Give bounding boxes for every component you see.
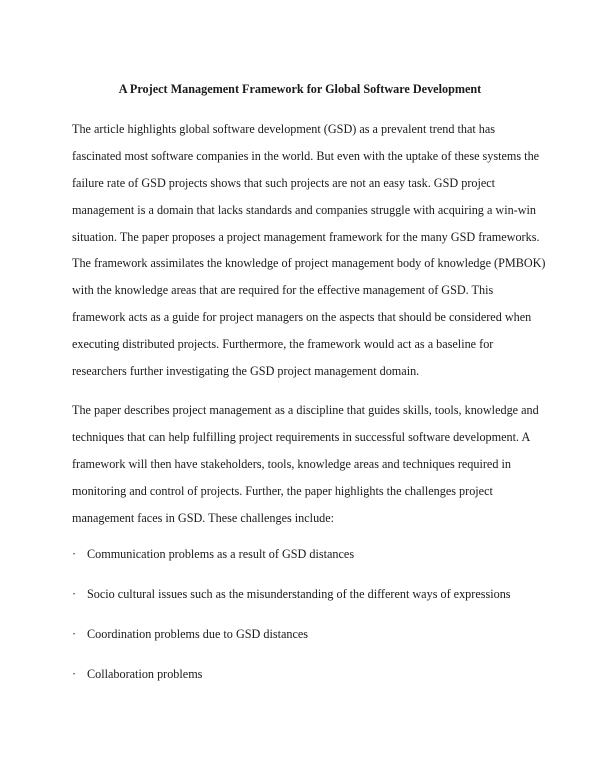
list-item-text: Coordination problems due to GSD distances	[87, 627, 309, 641]
challenges-list	[72, 546, 540, 706]
list-item	[72, 626, 540, 666]
paragraph-line: management faces in GSD. These challenges include:	[72, 510, 335, 525]
bullet-icon: ·	[72, 587, 77, 601]
paragraph-line: The framework assimilates the knowledge of project management body of knowledge (PMBOK)	[72, 256, 546, 271]
bullet-icon: ·	[72, 627, 77, 641]
paragraph-description	[72, 397, 540, 531]
paragraph-line: The article highlights global software development (GSD) as a prevalent trend that has	[72, 122, 496, 136]
paragraph-line: fascinated most software companies in the world. But even with the uptake of these systems the	[72, 148, 540, 163]
list-item	[72, 586, 540, 626]
paragraph-line: The paper describes project management as a discipline that guides skills, tools, knowledge and	[72, 403, 539, 417]
paragraph-line: with the knowledge areas that are required for the effective management of GSD. This	[72, 283, 494, 298]
list-item	[72, 666, 540, 706]
bullet-icon: ·	[72, 547, 77, 561]
list-item-text: Socio cultural issues such as the misunderstanding of the different ways of expressions	[87, 587, 511, 601]
paragraph-line: techniques that can help fulfilling project requirements in successful software development. A	[72, 429, 531, 444]
paragraph-line: framework will then have stakeholders, tools, knowledge areas and techniques required in	[72, 456, 511, 471]
list-item-text: Communication problems as a result of GSD distances	[87, 547, 355, 561]
paragraph-line: executing distributed projects. Furthermore, the framework would act as a baseline for	[72, 337, 494, 352]
paragraph-line: monitoring and control of projects. Further, the paper highlights the challenges project	[72, 483, 493, 498]
paragraph-line: researchers further investigating the GSD project management domain.	[72, 364, 420, 379]
paragraph-line: management is a domain that lacks standards and companies struggle with acquiring a win-win	[72, 202, 537, 217]
list-item-text: Collaboration problems	[87, 667, 203, 681]
bullet-icon: ·	[72, 667, 77, 681]
paragraph-line: failure rate of GSD projects shows that such projects are not an easy task. GSD project	[72, 175, 496, 190]
list-item	[72, 546, 540, 586]
paragraph-line: situation. The paper proposes a project management framework for the many GSD frameworks.	[72, 229, 540, 244]
paragraph-summary	[72, 116, 546, 385]
document-title: A Project Management Framework for Global Software Development	[118, 82, 482, 96]
paragraph-line: framework acts as a guide for project managers on the aspects that should be considered when	[72, 310, 532, 325]
